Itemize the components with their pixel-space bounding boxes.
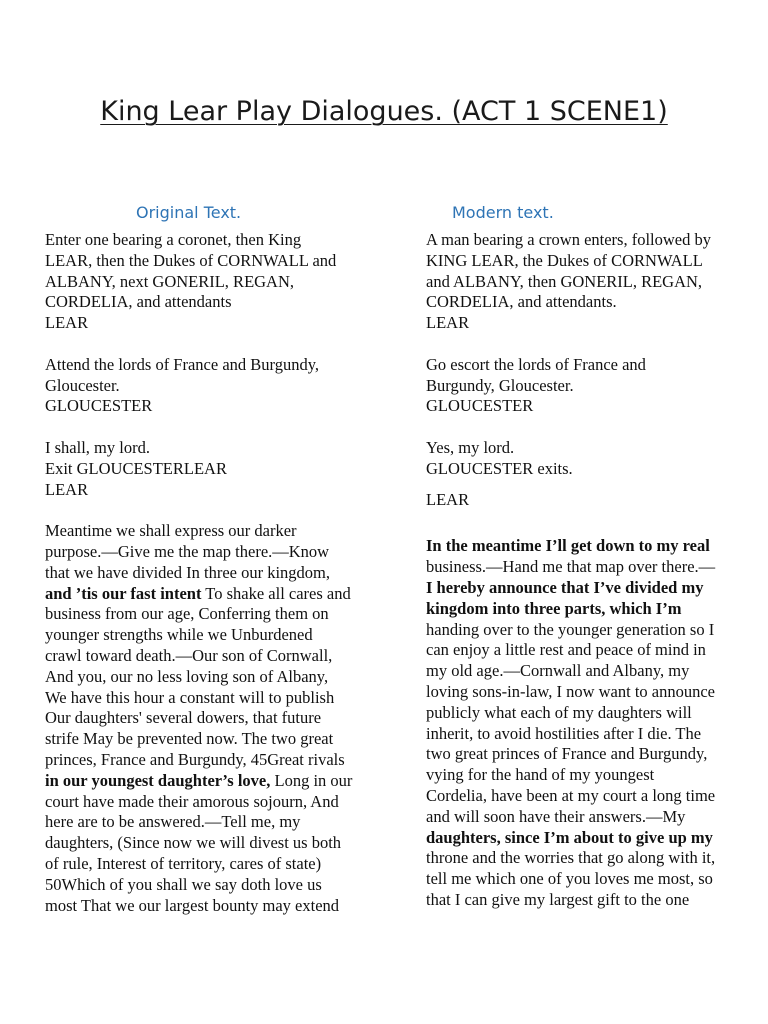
speaker-name: GLOUCESTER — [45, 396, 153, 416]
text-line — [45, 771, 375, 792]
text-line: most That we our largest bounty may extend — [45, 895, 340, 915]
speaker-name: LEAR — [45, 313, 89, 333]
text-line: two great princes of France and Burgundy, — [426, 744, 708, 764]
text-line: can enjoy a little rest and peace of mind in — [426, 640, 706, 660]
text-line: Cordelia, have been at my court a long time — [426, 785, 716, 805]
text-line: Enter one bearing a coronet, then King — [45, 230, 302, 249]
text-line: handing over to the younger generation so I — [426, 619, 715, 639]
speaker-name: LEAR — [426, 313, 470, 333]
text-line: throne and the worries that go along with it, — [426, 848, 716, 868]
text-line: purpose.—Give me the map there.—Know — [45, 541, 330, 561]
text-line — [426, 578, 756, 599]
text-line: loving sons-in-law, I now want to announce — [426, 681, 715, 701]
text-line: vying for the hand of my youngest — [426, 765, 655, 785]
text-line: Our daughters' several dowers, that future — [45, 708, 322, 728]
text-line: KING LEAR, the Dukes of CORNWALL — [426, 250, 703, 270]
text-line: younger strengths while we Unburdened — [45, 625, 313, 645]
bold-phrase: kingdom into three parts, which I’m — [426, 598, 682, 618]
text-line: that I can give my largest gift to the one — [426, 889, 690, 909]
speaker-name: GLOUCESTER — [426, 396, 534, 416]
text-segment: To shake all cares and — [201, 583, 351, 603]
text-line: my old age.—Cornwall and Albany, my — [426, 661, 690, 681]
text-line: 50Which of you shall we say doth love us — [45, 874, 322, 894]
text-line: daughters, (Since now we will divest us both — [45, 833, 342, 853]
text-line: Yes, my lord. — [426, 437, 515, 457]
text-segment: Long in our — [270, 770, 353, 790]
text-line: and ALBANY, then GONERIL, REGAN, — [426, 271, 703, 291]
original-text-heading: Original Text. — [136, 203, 242, 222]
text-line: and will soon have their answers.—My — [426, 806, 686, 826]
text-line: crawl toward death.—Our son of Cornwall, — [45, 645, 333, 665]
page-title-text: King Lear Play Dialogues. (ACT 1 SCENE1) — [100, 96, 668, 127]
bold-phrase: in our youngest daughter’s love, — [45, 770, 271, 790]
text-line: princes, France and Burgundy, 45Great rivals — [45, 749, 345, 769]
bold-phrase: and ’tis our fast intent — [45, 583, 202, 603]
text-line: tell me which one of you loves me most, so — [426, 869, 713, 889]
text-line: CORDELIA, and attendants. — [426, 292, 617, 312]
text-line: of rule, Interest of territory, cares of state) — [45, 853, 322, 873]
text-line: Go escort the lords of France and — [426, 354, 646, 374]
stage-direction: GLOUCESTER exits. — [426, 458, 573, 478]
text-line: Attend the lords of France and Burgundy, — [45, 354, 320, 374]
text-line: Gloucester. — [45, 375, 120, 395]
text-line: CORDELIA, and attendants — [45, 292, 232, 312]
text-line: We have this hour a constant will to publish — [45, 687, 335, 707]
text-line — [45, 584, 375, 605]
text-line — [426, 536, 756, 557]
text-line: that we have divided In three our kingdom, — [45, 562, 331, 582]
text-line: inherit, to avoid hostilities after I die. The — [426, 723, 702, 743]
text-line — [426, 828, 756, 849]
text-line: LEAR, then the Dukes of CORNWALL and — [45, 250, 337, 270]
speaker-name: LEAR — [45, 479, 89, 499]
modern-text-column — [426, 230, 756, 911]
text-line: ALBANY, next GONERIL, REGAN, — [45, 271, 295, 291]
text-line: court have made their amorous sojourn, And — [45, 791, 339, 811]
text-line: I shall, my lord. — [45, 437, 150, 457]
text-line: business.—Hand me that map over there.— — [426, 557, 716, 577]
page-title — [0, 96, 768, 127]
text-line: Burgundy, Gloucester. — [426, 375, 574, 395]
speaker-name: LEAR — [426, 489, 470, 509]
text-line: And you, our no less loving son of Albany, — [45, 666, 329, 686]
stage-direction: Exit GLOUCESTERLEAR — [45, 458, 227, 478]
bold-phrase: daughters, since I’m about to give up my — [426, 827, 713, 847]
text-line: A man bearing a crown enters, followed by — [426, 230, 711, 249]
text-line: Meantime we shall express our darker — [45, 521, 297, 541]
modern-text-heading: Modern text. — [452, 203, 554, 222]
text-line: business from our age, Conferring them on — [45, 604, 329, 624]
text-line: strife May be prevented now. The two great — [45, 729, 334, 749]
bold-phrase: In the meantime I’ll get down to my real — [426, 536, 710, 556]
text-line: publicly what each of my daughters will — [426, 702, 692, 722]
bold-phrase: I hereby announce that I’ve divided my — [426, 577, 704, 597]
text-line: here are to be answered.—Tell me, my — [45, 812, 301, 832]
original-text-column — [45, 230, 375, 916]
text-line — [426, 599, 756, 620]
